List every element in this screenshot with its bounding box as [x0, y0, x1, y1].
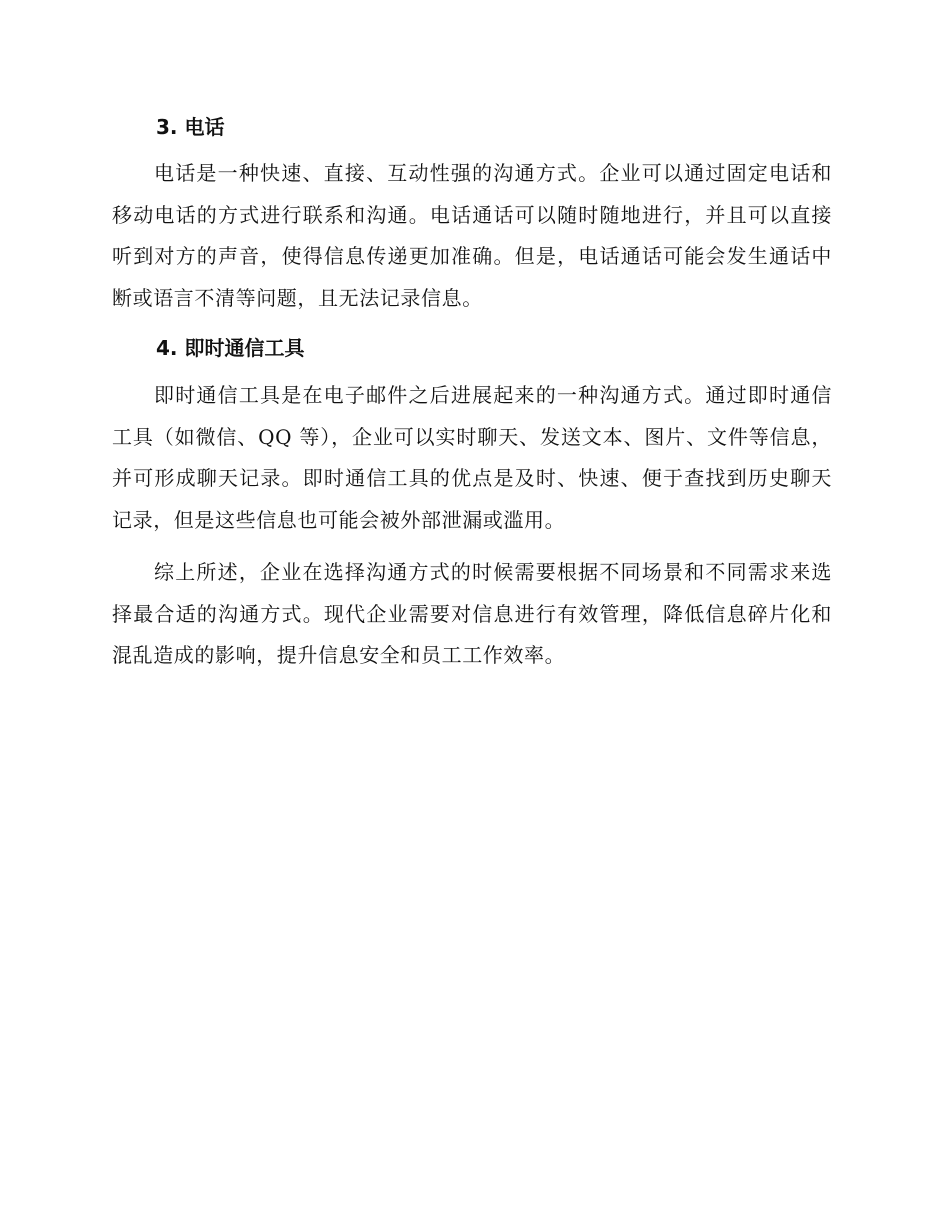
section-paragraph-instant-messaging: 即时通信工具是在电子邮件之后进展起来的一种沟通方式。通过即时通信工具（如微信、QQ 等），企业可以实时聊天、发送文本、图片、文件等信息，并可形成聊天记录。即时通信工具的优点是及时、快速、便于查找到历史聊天记录，但是这些信息也可能会被外部泄漏或滥用。: [112, 383, 832, 532]
document-body: [112, 112, 832, 677]
section-heading-phone: 3. 电话: [156, 115, 225, 139]
section-heading-instant-messaging: 4. 即时通信工具: [156, 336, 305, 360]
conclusion-paragraph: 综上所述，企业在选择沟通方式的时候需要根据不同场景和不同需求来选择最合适的沟通方式。现代企业需要对信息进行有效管理，降低信息碎片化和混乱造成的影响，提升信息安全和员工工作效率。: [112, 560, 832, 667]
section-paragraph-phone: 电话是一种快速、直接、互动性强的沟通方式。企业可以通过固定电话和移动电话的方式进行联系和沟通。电话通话可以随时随地进行，并且可以直接听到对方的声音，使得信息传递更加准确。但是，电话通话可能会发生通话中断或语言不清等问题，且无法记录信息。: [112, 161, 832, 310]
